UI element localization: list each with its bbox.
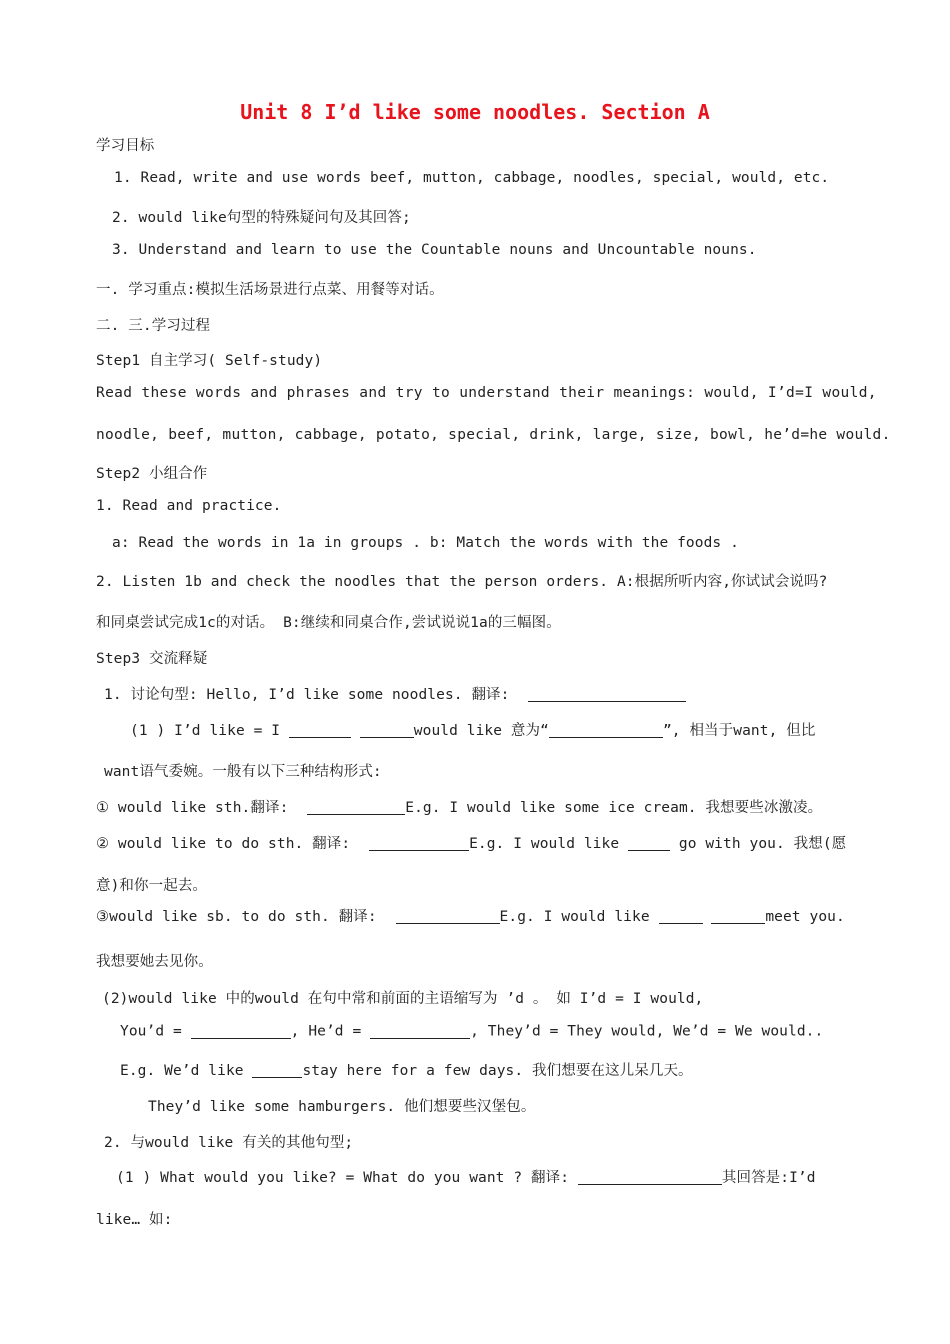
point-2-example-2: They’d like some hamburgers. 他们想要些汉堡包。 bbox=[148, 1099, 536, 1115]
point-2-contractions bbox=[120, 1023, 823, 1040]
point-2-1 bbox=[116, 1166, 816, 1187]
step2-heading: Step2 小组合作 bbox=[96, 466, 208, 482]
form-2-example: E.g. I would like bbox=[469, 836, 620, 852]
blank-2[interactable] bbox=[360, 723, 414, 739]
point-2-1-b: 其回答是:I’d bbox=[721, 1170, 816, 1186]
contraction-you-blank[interactable] bbox=[191, 1023, 291, 1039]
goal-1: 1. Read, write and use words beef, mutton, cabbage, noodles, special, would, etc. bbox=[114, 170, 830, 186]
point-2: (2)would like 中的would 在句中常和前面的主语缩写为 ’d 。 如 I’d = I would, bbox=[102, 991, 704, 1007]
step1-text-line1: Read these words and phrases and try to understand their meanings: would, I’d=I would, bbox=[96, 385, 877, 401]
form-3-blank-2[interactable] bbox=[659, 909, 703, 925]
step2-item-1: 1. Read and practice. bbox=[96, 498, 282, 514]
step2-item-2: 2. Listen 1b and check the noodles that the person orders. A:根据所听内容,你试试会说吗? bbox=[96, 574, 828, 590]
meaning-blank[interactable] bbox=[549, 723, 663, 739]
point-1-1 bbox=[130, 719, 815, 740]
form-2-a: ② would like to do sth. 翻译: bbox=[96, 836, 351, 852]
form-2-example-end: go with you. 我想(愿 bbox=[678, 836, 847, 852]
point-2-example-1 bbox=[120, 1059, 693, 1080]
form-1 bbox=[96, 796, 822, 817]
point-1-1-a: (1 ) I’d like = I bbox=[130, 723, 281, 739]
point-2-1-a: (1 ) What would you like? = What do you want ? 翻译: bbox=[116, 1170, 570, 1186]
example-1-a: E.g. We’d like bbox=[120, 1063, 244, 1079]
example-1-b: stay here for a few days. 我们想要在这儿呆几天。 bbox=[302, 1063, 693, 1079]
step2-item-2-cont: 和同桌尝试完成1c的对话。 B:继续和同桌合作,尝试说说1a的三幅图。 bbox=[96, 615, 561, 631]
page-title: Unit 8 I’d like some noodles. Section A bbox=[240, 100, 710, 124]
goal-3: 3. Understand and learn to use the Countable nouns and Uncountable nouns. bbox=[112, 242, 757, 258]
goals-heading: 学习目标 bbox=[96, 138, 155, 154]
point-2-1-blank[interactable] bbox=[578, 1170, 722, 1186]
point-2-1-cont: like… 如: bbox=[96, 1212, 173, 1228]
contraction-you: You’d = bbox=[120, 1023, 182, 1040]
blank-1[interactable] bbox=[289, 723, 351, 739]
form-3-a: ③would like sb. to do sth. 翻译: bbox=[96, 909, 377, 925]
key-focus: 一. 学习重点:模拟生活场景进行点菜、用餐等对话。 bbox=[96, 282, 444, 298]
contraction-he-blank[interactable] bbox=[370, 1023, 470, 1039]
form-3-blank[interactable] bbox=[396, 909, 500, 925]
step3-item-2: 2. 与would like 有关的其他句型; bbox=[104, 1135, 354, 1151]
step3-item-1 bbox=[104, 683, 686, 704]
translation-blank[interactable] bbox=[528, 687, 686, 703]
form-1-example: E.g. I would like some ice cream. 我想要些冰激凌。 bbox=[405, 800, 823, 816]
process-heading: 二. 三.学习过程 bbox=[96, 318, 211, 334]
form-2-blank[interactable] bbox=[369, 836, 469, 852]
form-2 bbox=[96, 832, 846, 853]
step3-item-1-text: 1. 讨论句型: Hello, I’d like some noodles. 翻译: bbox=[104, 687, 510, 703]
form-3-example-end: meet you. bbox=[765, 909, 845, 925]
form-2-blank-2[interactable] bbox=[628, 836, 670, 852]
point-1-1-cont: want语气委婉。一般有以下三种结构形式: bbox=[104, 764, 382, 780]
example-1-blank[interactable] bbox=[252, 1063, 302, 1079]
form-2-cont: 意)和你一起去。 bbox=[96, 878, 208, 894]
point-1-1-b: would like 意为“ bbox=[413, 723, 549, 739]
form-3-blank-3[interactable] bbox=[711, 909, 765, 925]
step2-item-1-ab: a: Read the words in 1a in groups . b: Match the words with the foods . bbox=[112, 535, 739, 551]
form-1-a: ① would like sth.翻译: bbox=[96, 800, 289, 816]
step1-text-line2: noodle, beef, mutton, cabbage, potato, special, drink, large, size, bowl, he’d=he would. bbox=[96, 427, 891, 443]
point-1-1-c: ”, 相当于want, 但比 bbox=[662, 723, 816, 739]
step1-heading: Step1 自主学习( Self-study) bbox=[96, 353, 323, 369]
form-3-cont: 我想要她去见你。 bbox=[96, 954, 213, 970]
form-3-example: E.g. I would like bbox=[499, 909, 650, 925]
form-1-blank[interactable] bbox=[307, 800, 405, 816]
contraction-he: , He’d = bbox=[290, 1023, 362, 1040]
contraction-they-we: , They’d = They would, We’d = We would.. bbox=[470, 1023, 824, 1040]
form-3 bbox=[96, 905, 845, 926]
step3-heading: Step3 交流释疑 bbox=[96, 651, 208, 667]
goal-2: 2. would like句型的特殊疑问句及其回答; bbox=[112, 210, 411, 226]
